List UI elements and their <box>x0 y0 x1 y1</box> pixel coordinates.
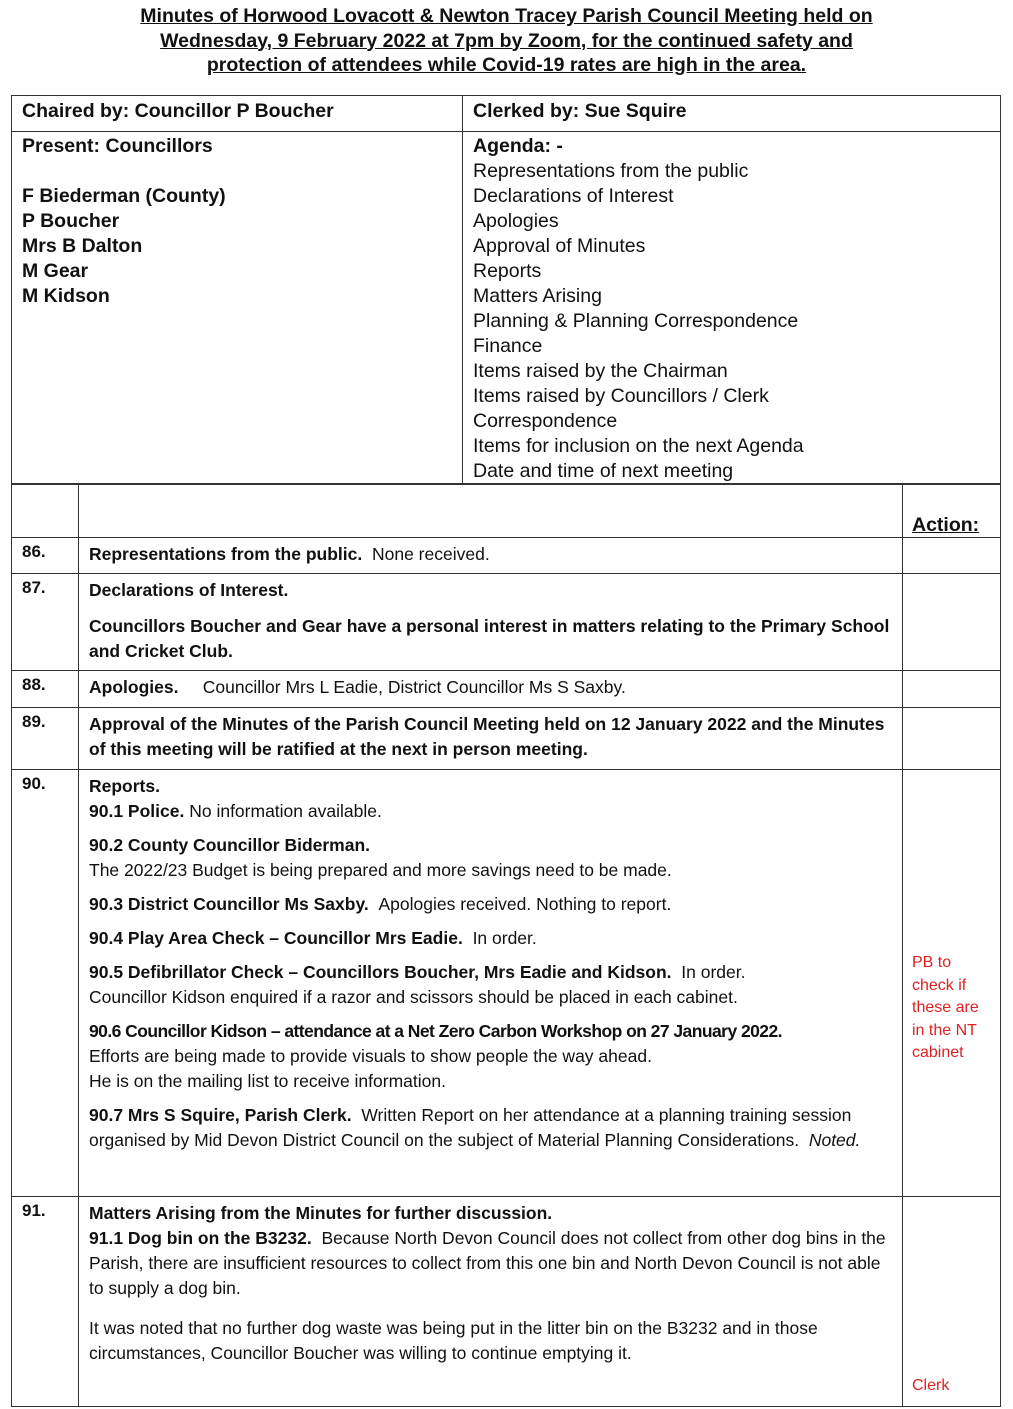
report-text: He is on the mailing list to receive information. <box>89 1071 446 1091</box>
report-noted: Noted. <box>808 1130 861 1150</box>
agenda-item: Matters Arising <box>473 285 602 307</box>
present-cell <box>12 132 463 485</box>
title-line: Minutes of Horwood Lovacott & Newton Tracey Parish Council Meeting held on <box>140 5 873 27</box>
minute-number: 91. <box>12 1197 79 1407</box>
minute-text: Councillor Mrs L Eadie, District Councillor Ms S Saxby. <box>202 677 626 697</box>
agenda-item: Date and time of next meeting <box>473 460 734 482</box>
agenda-item: Items for inclusion on the next Agenda <box>473 435 804 457</box>
sub-heading: 91.1 Dog bin on the B3232. <box>89 1228 312 1248</box>
report-heading: 90.5 Defibrillator Check – Councillors Boucher, Mrs Eadie and Kidson. <box>89 962 672 982</box>
present-label: Present: Councillors <box>22 135 213 157</box>
present-member: Mrs B Dalton <box>22 235 143 257</box>
sub-text: Because North Devon Council does not collect from other dog bins in the Parish, there are insufficient resources to collect from this one bin and North Devon Council is not able to supply a dog bin. <box>89 1228 886 1298</box>
agenda-item: Approval of Minutes <box>473 235 646 257</box>
present-member: M Kidson <box>22 285 110 307</box>
agenda-item: Apologies <box>473 210 559 232</box>
agenda-item: Declarations of Interest <box>473 185 674 207</box>
title-line: protection of attendees while Covid-19 rates are high in the area. <box>206 54 807 76</box>
report-text: In order. <box>472 928 537 948</box>
report-heading: 90.3 District Councillor Ms Saxby. <box>89 894 369 914</box>
report-heading: 90.2 County Councillor Biderman. <box>89 835 371 855</box>
sub-text: It was noted that no further dog waste was being put in the litter bin on the B3232 and in those circumstances, Councillor Boucher was willing to continue emptying it. <box>89 1318 818 1363</box>
minute-text: Councillors Boucher and Gear have a personal interest in matters relating to the Primary School and Cricket Club. <box>89 616 890 661</box>
action-note-line: in the NT <box>912 1021 977 1039</box>
action-note-line: these are <box>912 999 979 1016</box>
minute-row-89 <box>12 708 1001 770</box>
agenda-item: Reports <box>473 260 542 282</box>
minute-heading: Apologies. <box>89 677 179 697</box>
report-text: The 2022/23 Budget is being prepared and more savings need to be made. <box>89 860 672 880</box>
agenda-cell <box>463 132 1001 485</box>
title-line: Wednesday, 9 February 2022 at 7pm by Zoom, for the continued safety and <box>160 29 853 52</box>
action-column-header: Action: <box>912 514 980 536</box>
action-note-line: cabinet <box>912 1044 964 1061</box>
minute-number: 86. <box>12 538 79 574</box>
report-text: No information available. <box>189 801 382 821</box>
minute-text: Approval of the Minutes of the Parish Council Meeting held on 12 January 2022 and the Minutes of this meeting will be ratified at the next in person meeting. <box>89 714 885 759</box>
report-text: In order. <box>681 962 746 982</box>
report-heading: 90.1 Police. <box>89 801 185 821</box>
minute-text: None received. <box>371 544 490 564</box>
meeting-header-table <box>11 95 1001 485</box>
minute-row-87 <box>12 574 1001 671</box>
minute-row-86 <box>12 538 1001 574</box>
agenda-label: Agenda: - <box>473 135 563 157</box>
present-member: P Boucher <box>22 210 120 232</box>
agenda-item: Correspondence <box>473 410 618 432</box>
chaired-by: Chaired by: Councillor P Boucher <box>12 96 463 132</box>
minute-number: 87. <box>12 574 79 671</box>
action-note <box>912 952 992 1065</box>
clerked-by: Clerked by: Sue Squire <box>463 96 1001 132</box>
minute-heading: Reports. <box>89 776 160 796</box>
table-header-row <box>12 484 1001 538</box>
report-text: Written Report on her attendance at a planning training session organised by Mid Devon District Council on the subject of Material Planning Considerations. <box>89 1105 852 1150</box>
agenda-item: Planning & Planning Correspondence <box>473 310 799 332</box>
minute-heading: Matters Arising from the Minutes for further discussion. <box>89 1203 553 1223</box>
report-text: Councillor Kidson enquired if a razor and scissors should be placed in each cabinet. <box>89 987 738 1007</box>
action-note-line: PB to <box>912 954 952 971</box>
minute-row-90 <box>12 770 1001 1197</box>
present-member: F Biederman (County) <box>22 185 226 207</box>
minute-number: 90. <box>12 770 79 1197</box>
agenda-item: Finance <box>473 335 543 357</box>
present-member: M Gear <box>22 260 89 282</box>
report-text: Efforts are being made to provide visuals to show people the way ahead. <box>89 1046 652 1066</box>
minute-row-91 <box>12 1197 1001 1407</box>
minute-row-88 <box>12 671 1001 708</box>
report-heading: 90.4 Play Area Check – Councillor Mrs Eadie. <box>89 928 463 948</box>
action-note-line: check if <box>912 976 967 994</box>
minute-heading: Declarations of Interest. <box>89 580 289 600</box>
report-heading: 90.6 Councillor Kidson – attendance at a Net Zero Carbon Workshop on 27 January 2022. <box>89 1021 782 1041</box>
minute-heading: Representations from the public. <box>89 544 363 564</box>
document-title <box>0 4 1013 78</box>
agenda-item: Items raised by the Chairman <box>473 360 728 382</box>
minutes-table <box>11 483 1001 1407</box>
action-note: Clerk <box>912 1377 950 1394</box>
agenda-item: Representations from the public <box>473 160 749 182</box>
minute-number: 89. <box>12 708 79 770</box>
agenda-item: Items raised by Councillors / Clerk <box>473 385 769 407</box>
minute-number: 88. <box>12 671 79 708</box>
report-text: Apologies received. Nothing to report. <box>378 894 672 914</box>
report-heading: 90.7 Mrs S Squire, Parish Clerk. <box>89 1105 352 1125</box>
